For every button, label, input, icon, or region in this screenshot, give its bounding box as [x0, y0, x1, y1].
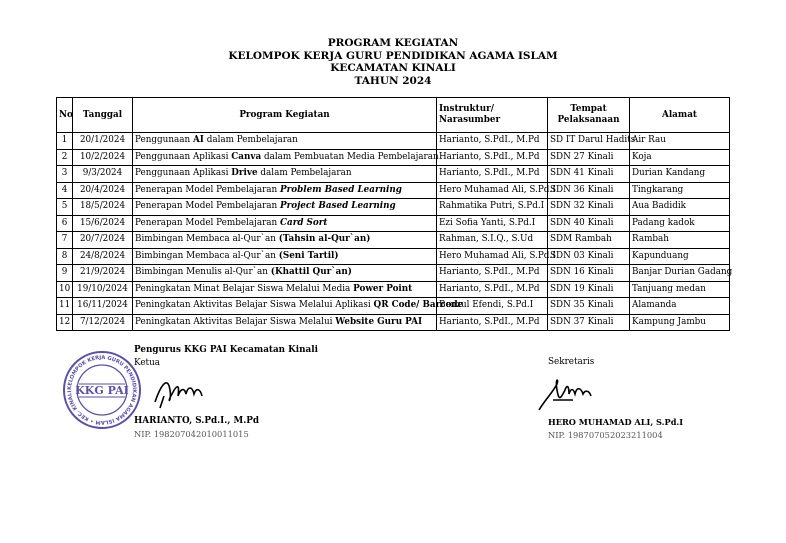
table-row: [57, 281, 730, 298]
program-highlight: Canva: [231, 151, 262, 162]
cell-program: [133, 199, 437, 216]
cell-program: [133, 149, 437, 166]
svg-text:KKG PAI: KKG PAI: [75, 384, 129, 397]
program-text: Penggunaan Aplikasi: [135, 151, 232, 162]
cell-program: [133, 166, 437, 183]
cell-no: 12: [57, 314, 73, 331]
schedule-table: [56, 97, 733, 331]
cell-address: Aua Badidik: [630, 199, 730, 216]
cell-date: 7/12/2024: [73, 314, 133, 331]
program-highlight: QR Code/ Barcode: [373, 300, 464, 311]
program-highlight: (Tahsin al-Qur`an): [278, 234, 371, 245]
cell-no: 7: [57, 232, 73, 249]
cell-program: [133, 281, 437, 298]
col-header-instructor: Instruktur/ Narasumber: [437, 98, 548, 133]
cell-no: 11: [57, 298, 73, 315]
cell-instructor: Rahmatika Putri, S.Pd.I: [437, 199, 548, 216]
cell-no: 2: [57, 149, 73, 166]
table-row: [57, 248, 730, 265]
cell-place: SD IT Darul Hadits: [548, 133, 630, 150]
table-row: [57, 215, 730, 232]
cell-program: [133, 265, 437, 282]
right-name: HERO MUHAMAD ALI, S.Pd.I: [548, 417, 684, 427]
cell-no: 1: [57, 133, 73, 150]
cell-place: SDN 40 Kinali: [548, 215, 630, 232]
cell-program: [133, 314, 437, 331]
cell-address: Tanjuang medan: [630, 281, 730, 298]
cell-date: 21/9/2024: [73, 265, 133, 282]
cell-date: 20/4/2024: [73, 182, 133, 199]
table-header-row: [57, 98, 730, 133]
program-text-tail: dalam Pembelajaran: [203, 135, 298, 146]
left-name: HARIANTO, S.Pd.I., M.Pd: [134, 416, 260, 426]
program-highlight: Project Based Learning: [280, 201, 396, 212]
cell-address: Kapunduang: [630, 248, 730, 265]
heading-line-4: TAHUN 2024: [354, 74, 432, 87]
cell-address: Durian Kandang: [630, 166, 730, 183]
cell-place: SDN 16 Kinali: [548, 265, 630, 282]
program-text: Peningkatan Minat Belajar Siswa Melalui Media: [135, 283, 354, 294]
table-row: [57, 182, 730, 199]
cell-no: 4: [57, 182, 73, 199]
col-header-no: No: [57, 98, 73, 133]
program-text-tail: dalam Pembelajaran: [257, 168, 352, 179]
cell-no: 6: [57, 215, 73, 232]
cell-place: SDN 35 Kinali: [548, 298, 630, 315]
cell-address: Alamanda: [630, 298, 730, 315]
program-text: Penggunaan Aplikasi: [135, 168, 232, 179]
heading-line-2: KELOMPOK KERJA GURU PENDIDIKAN AGAMA ISLAM: [228, 49, 558, 62]
cell-place: SDN 03 Kinali: [548, 248, 630, 265]
svg-text:KELOMPOK KERJA GURU PENDIDIKAN: KELOMPOK KERJA GURU PENDIDIKAN AGAMA ISLAM • KEC. KINALI: [66, 354, 138, 426]
cell-instructor: Hero Muhamad Ali, S.Pd.I: [437, 182, 548, 199]
cell-address: Banjar Durian Gadang: [630, 265, 730, 282]
program-highlight: (Seni Tartil): [278, 250, 339, 261]
org-label: Pengurus KKG PAI Kecamatan Kinali: [134, 345, 318, 355]
cell-program: [133, 215, 437, 232]
heading-line-3: KECAMATAN KINALI: [330, 62, 456, 74]
cell-address: Koja: [630, 149, 730, 166]
cell-no: 10: [57, 281, 73, 298]
cell-date: 16/11/2024: [73, 298, 133, 315]
cell-program: [133, 248, 437, 265]
cell-instructor: Harianto, S.PdI., M.Pd: [437, 314, 548, 331]
program-text: Penerapan Model Pembelajaran: [135, 201, 280, 212]
program-highlight: Problem Based Learning: [280, 184, 402, 195]
cell-date: 9/3/2024: [73, 166, 133, 183]
program-highlight: Power Point: [353, 283, 413, 294]
program-highlight: (Khattil Qur`an): [270, 267, 352, 278]
cell-date: 20/1/2024: [73, 133, 133, 150]
right-nip: NIP. 198707052023211004: [548, 430, 663, 440]
cell-no: 8: [57, 248, 73, 265]
cell-date: 24/8/2024: [73, 248, 133, 265]
cell-program: [133, 298, 464, 315]
cell-instructor: Rahman, S.I.Q., S.Ud: [437, 232, 548, 249]
cell-instructor: Harianto, S.PdI., M.Pd: [437, 166, 548, 183]
cell-instructor: Harianto, S.PdI., M.Pd: [437, 265, 548, 282]
cell-instructor: Harianto, S.PdI., M.Pd: [437, 149, 548, 166]
cell-date: 20/7/2024: [73, 232, 133, 249]
cell-date: 19/10/2024: [73, 281, 133, 298]
cell-no: 9: [57, 265, 73, 282]
table-row: [57, 199, 730, 216]
cell-address: Tingkarang: [630, 182, 730, 199]
document-heading: [0, 37, 786, 87]
col-header-date: Tanggal: [73, 98, 133, 133]
cell-date: 18/5/2024: [73, 199, 133, 216]
cell-address: Kampung Jambu: [630, 314, 730, 331]
left-signature: [150, 372, 210, 412]
table-row: [57, 265, 730, 282]
cell-program: [133, 232, 437, 249]
right-role: Sekretaris: [548, 357, 595, 367]
cell-no: 5: [57, 199, 73, 216]
cell-program: [133, 133, 437, 150]
program-text: Bimbingan Membaca al-Qur`an: [135, 234, 279, 245]
cell-place: SDN 32 Kinali: [548, 199, 630, 216]
left-role: Ketua: [134, 358, 160, 368]
program-text: Penerapan Model Pembelajaran: [135, 184, 280, 195]
cell-instructor: Hero Muhamad Ali, S.Pd.I: [437, 248, 548, 265]
program-text: Bimbingan Membaca al-Qur`an: [135, 250, 279, 261]
cell-date: 15/6/2024: [73, 215, 133, 232]
cell-address: Rambah: [630, 232, 730, 249]
program-text: Peningkatan Aktivitas Belajar Siswa Melalui Aplikasi: [135, 300, 374, 311]
cell-address: Padang kadok: [630, 215, 730, 232]
cell-instructor: Benzul Efendi, S.Pd.I: [437, 298, 548, 315]
program-text: Penerapan Model Pembelajaran: [135, 217, 280, 228]
heading-line-1: PROGRAM KEGIATAN: [327, 37, 459, 49]
table-row: [57, 314, 730, 331]
program-highlight: AI: [192, 135, 204, 146]
program-text-tail: dalam Pembuatan Media Pembelajaran: [261, 151, 439, 162]
program-text: Peningkatan Aktivitas Belajar Siswa Melalui: [135, 316, 336, 327]
program-text: Penggunaan: [135, 135, 193, 146]
cell-place: SDN 36 Kinali: [548, 182, 630, 199]
col-header-address: Alamat: [630, 98, 730, 133]
cell-place: SDN 19 Kinali: [548, 281, 630, 298]
cell-program: [133, 182, 437, 199]
right-signature: [535, 370, 595, 415]
cell-instructor: Harianto, S.PdI., M.Pd: [437, 133, 548, 150]
cell-instructor: Harianto, S.PdI., M.Pd: [437, 281, 548, 298]
program-highlight: Card Sort: [280, 217, 328, 228]
table-row: [57, 149, 730, 166]
cell-place: SDM Rambah: [548, 232, 630, 249]
cell-address: Air Rau: [630, 133, 730, 150]
cell-no: 3: [57, 166, 73, 183]
cell-place: SDN 41 Kinali: [548, 166, 630, 183]
table-row: [57, 166, 730, 183]
kkg-pai-stamp: [62, 350, 142, 430]
cell-instructor: Ezi Sofia Yanti, S.Pd.I: [437, 215, 548, 232]
program-highlight: Drive: [231, 168, 258, 179]
table-row: [57, 232, 730, 249]
table-row: [57, 298, 730, 315]
cell-place: SDN 37 Kinali: [548, 314, 630, 331]
program-text: Bimbingan Menulis al-Qur`an: [135, 267, 271, 278]
left-nip: NIP. 198207042010011015: [134, 429, 249, 439]
cell-place: SDN 27 Kinali: [548, 149, 630, 166]
cell-date: 10/2/2024: [73, 149, 133, 166]
col-header-program: Program Kegiatan: [133, 98, 437, 133]
table-row: [57, 133, 730, 150]
col-header-place: Tempat Pelaksanaan: [548, 98, 630, 133]
program-highlight: Website Guru PAI: [335, 316, 423, 327]
